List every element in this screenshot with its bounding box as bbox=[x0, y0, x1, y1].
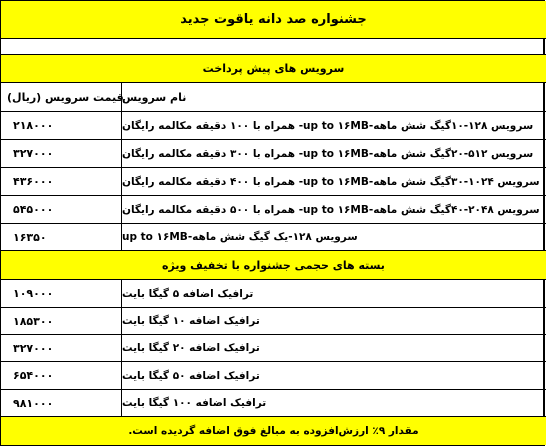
table-row bbox=[1, 362, 546, 390]
service-price: ۵۴۵۰۰۰ bbox=[1, 196, 122, 223]
volume-heading-row bbox=[1, 251, 546, 280]
service-name: سرویس ۱۲۸-۱۰گیگ شش ماهه-up to ۱۶MB- همراه با ۱۰۰ دقیقه مکالمه رایگان bbox=[122, 119, 534, 132]
package-price: ۳۲۷۰۰۰ bbox=[1, 335, 122, 361]
column-header-row bbox=[1, 83, 546, 112]
service-price: ۴۳۶۰۰۰ bbox=[1, 168, 122, 195]
table-row bbox=[1, 224, 546, 251]
table-row bbox=[1, 112, 546, 140]
table-title-row bbox=[1, 1, 546, 39]
service-price: ۲۱۸۰۰۰ bbox=[1, 112, 122, 139]
table-row bbox=[1, 308, 546, 335]
service-name: سرویس ۵۱۲-۲۰گیگ شش ماهه-up to ۱۶MB- همراه با ۳۰۰ دقیقه مکالمه رایگان bbox=[122, 147, 534, 160]
table-row bbox=[1, 390, 546, 417]
spacer-row bbox=[1, 39, 546, 55]
package-name: ترافیک اضافه ۲۰ گیگا بایت bbox=[122, 342, 260, 354]
table-row bbox=[1, 196, 546, 224]
table-row bbox=[1, 335, 546, 362]
package-price: ۹۸۱۰۰۰ bbox=[1, 390, 122, 416]
footer-row bbox=[1, 417, 546, 445]
package-name: ترافیک اضافه ۱۰ گیگا بایت bbox=[122, 315, 260, 327]
package-price: ۱۰۹۰۰۰ bbox=[1, 280, 122, 307]
package-name: ترافیک اضافه ۵۰ گیگا بایت bbox=[122, 369, 260, 382]
package-name: ترافیک اضافه ۵ گیگا بایت bbox=[122, 287, 254, 300]
service-name: سرویس ۱۲۸-یک گیگ شش ماهه-up to ۱۶MB bbox=[122, 231, 358, 243]
volume-heading: بسته های حجمی جشنواره با تخفیف ویژه bbox=[162, 258, 385, 272]
service-name: سرویس ۱۰۲۴-۳۰گیگ شش ماهه-up to ۱۶MB- همراه با ۴۰۰ دقیقه مکالمه رایگان bbox=[122, 175, 540, 188]
package-price: ۶۵۴۰۰۰ bbox=[1, 362, 122, 389]
service-name: سرویس ۲۰۴۸-۴۰گیگ شش ماهه-up to ۱۶MB- همراه با ۵۰۰ دقیقه مکالمه رایگان bbox=[122, 203, 540, 216]
prepaid-heading-row bbox=[1, 55, 546, 83]
service-price: ۱۶۳۵۰ bbox=[1, 224, 122, 250]
column-header-price: قیمت سرویس (ریال) bbox=[1, 83, 122, 111]
table-row bbox=[1, 280, 546, 308]
package-price: ۱۸۵۳۰۰ bbox=[1, 308, 122, 334]
vat-note: مقدار ۹٪ ارزش‌افزوده به مبالغ فوق اضافه گردیده است. bbox=[128, 425, 419, 437]
table-row bbox=[1, 140, 546, 168]
service-price: ۳۲۷۰۰۰ bbox=[1, 140, 122, 167]
table-row bbox=[1, 168, 546, 196]
table-title: جشنواره صد دانه یاقوت جدید bbox=[180, 12, 367, 27]
prepaid-heading: سرویس های پیش پرداخت bbox=[202, 62, 345, 75]
package-name: ترافیک اضافه ۱۰۰ گیگا بایت bbox=[122, 397, 267, 409]
column-header-name: نام سرویس bbox=[122, 90, 187, 104]
